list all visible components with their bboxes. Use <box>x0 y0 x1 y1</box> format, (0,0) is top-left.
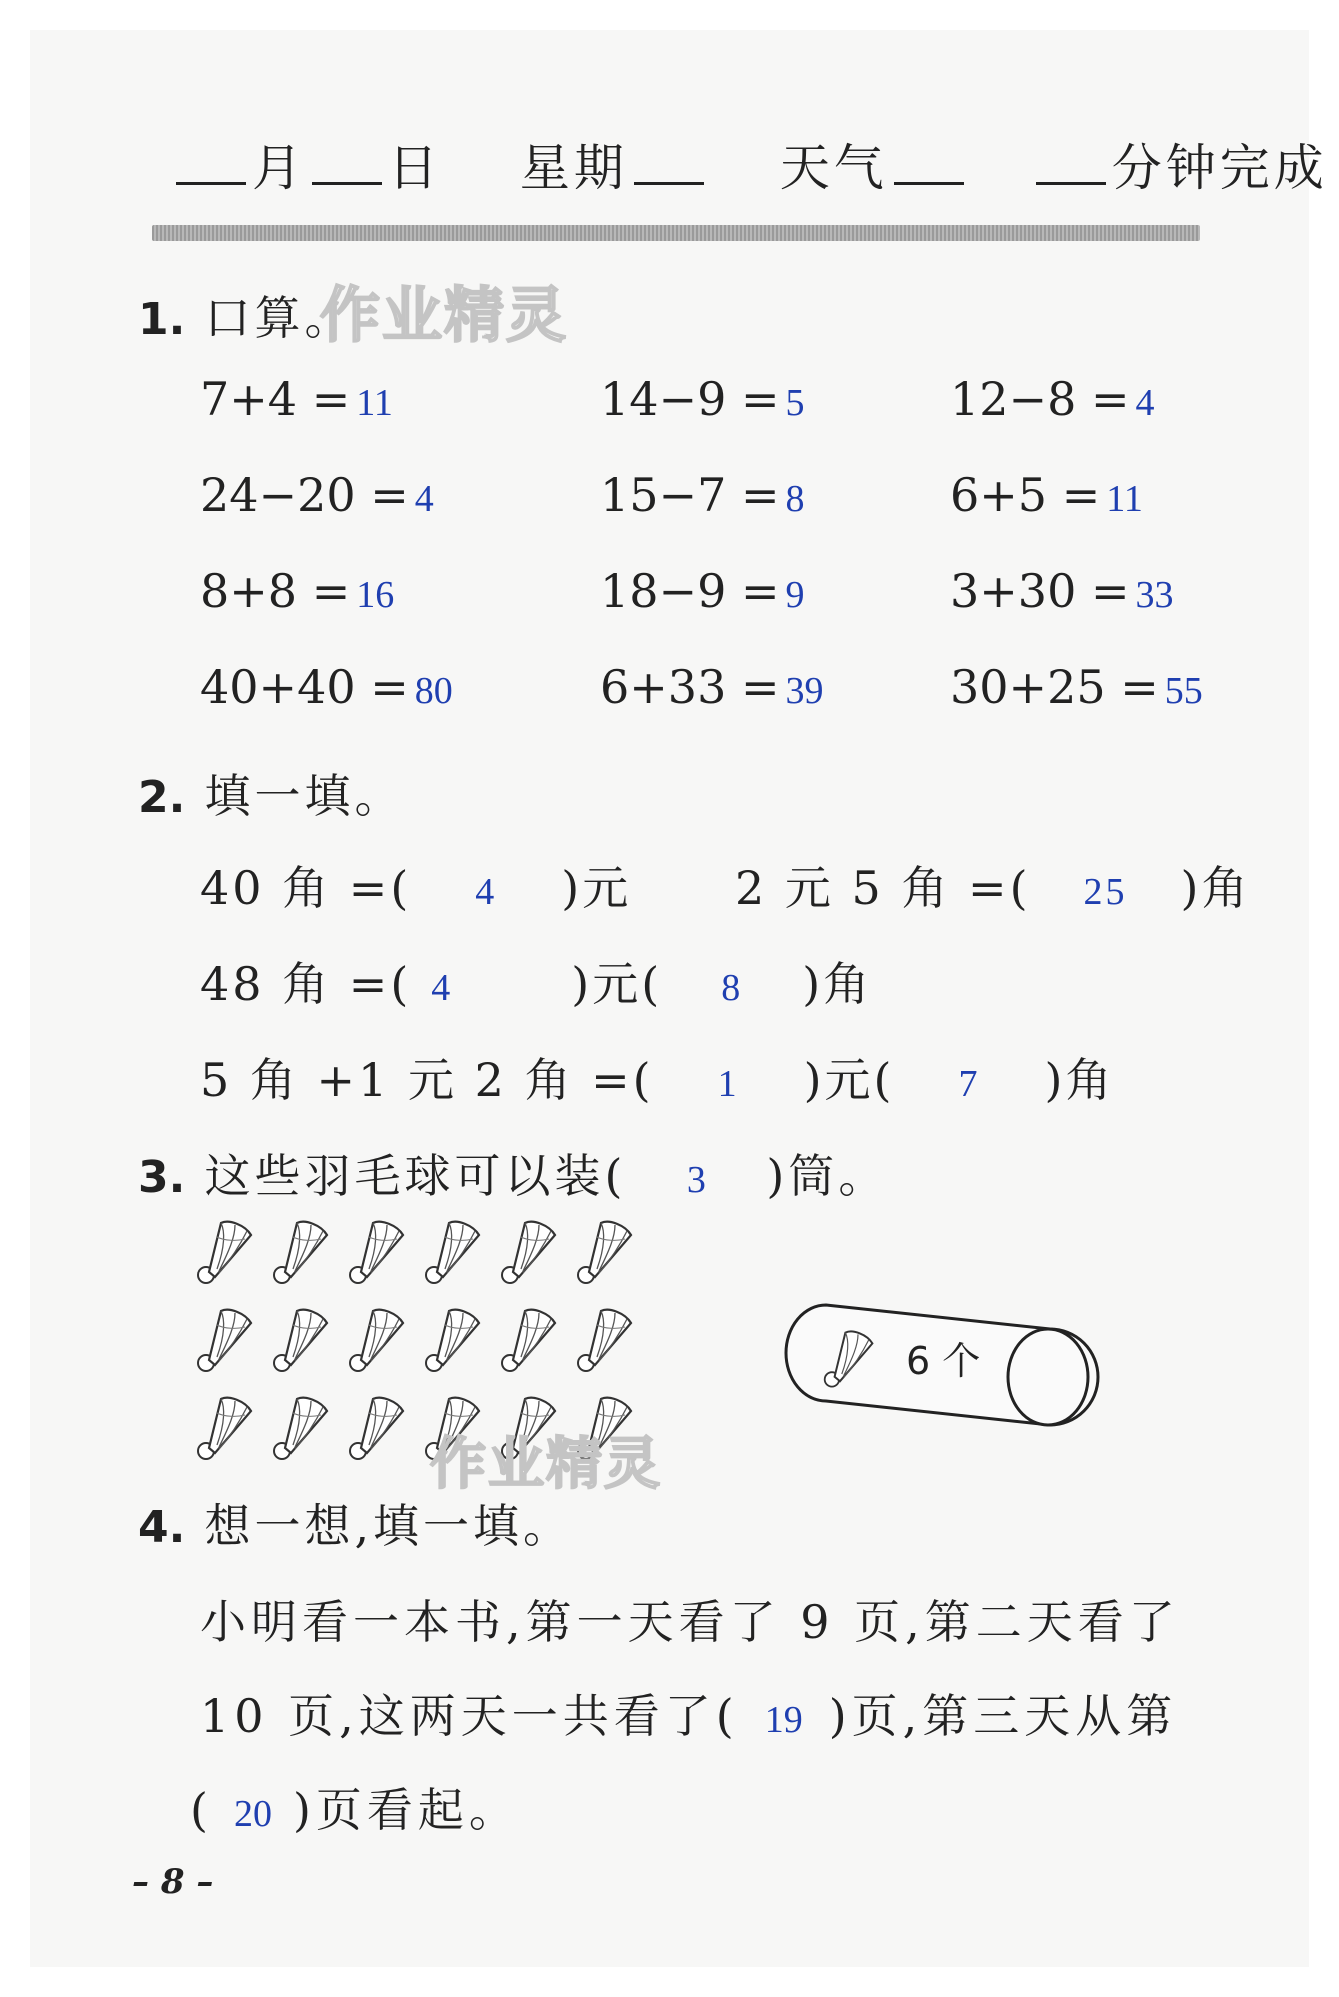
answer: 4 <box>414 478 434 520</box>
q2-number: 2. <box>138 772 186 823</box>
q1-item <box>600 372 805 426</box>
shuttlecock-icon <box>274 1310 327 1371</box>
q1-item <box>950 564 1174 618</box>
shuttlecock-icon <box>350 1222 403 1283</box>
expression: 6+33 = <box>600 660 780 714</box>
shuttlecock-icon <box>426 1222 479 1283</box>
expression: 8+8 = <box>200 564 351 618</box>
answer: 55 <box>1164 670 1203 712</box>
q2-line1b: 2 元 5 角 =( 25 )角 <box>735 861 1251 915</box>
watermark-top: 作业精灵 <box>320 281 568 351</box>
q1-item <box>200 660 453 714</box>
expression: 15−7 = <box>600 468 780 522</box>
answer: 4 <box>475 871 498 913</box>
header-weekday: 星期 <box>519 139 628 197</box>
expression: 18−9 = <box>600 564 780 618</box>
shuttlecock-icon <box>426 1310 479 1371</box>
q1-title: 口算。 <box>204 291 355 345</box>
answer: 7 <box>958 1063 981 1105</box>
q1-item <box>600 564 805 618</box>
shuttlecock-icon <box>502 1310 555 1371</box>
answer: 8 <box>721 967 744 1009</box>
answer: 33 <box>1135 574 1174 616</box>
q3-heading <box>138 1140 888 1206</box>
q4-title: 想一想,填一填。 <box>204 1499 574 1553</box>
q2-title: 填一填。 <box>204 769 405 823</box>
answer: 4 <box>1135 382 1155 424</box>
shuttlecock-icon <box>274 1398 327 1459</box>
answer: 11 <box>356 382 393 424</box>
answer: 16 <box>356 574 395 616</box>
header-month: 月 <box>252 139 306 197</box>
expression: 30+25 = <box>950 660 1159 714</box>
watermark-middle: 作业精灵 <box>430 1432 662 1497</box>
answer: 9 <box>785 574 805 616</box>
q1-number: 1. <box>138 294 186 345</box>
q1-item <box>200 468 434 522</box>
q4-line1: 小明看一本书,第一天看了 9 页,第二天看了 <box>200 1595 1180 1649</box>
q2-heading <box>138 760 404 826</box>
shuttlecock-icon <box>198 1310 251 1371</box>
q1-item <box>200 564 394 618</box>
q2-line2: 48 角 =( 4 )元( 8 )角 <box>200 957 873 1011</box>
header-minutes: 分钟完成 <box>1111 139 1328 197</box>
q1-item <box>950 372 1155 426</box>
answer: 5 <box>785 382 805 424</box>
q2-line3: 5 角 +1 元 2 角 =( 1 )元( 7 )角 <box>200 1053 1115 1107</box>
header-day: 日 <box>388 139 442 197</box>
shuttlecock-icon <box>350 1398 403 1459</box>
header-divider <box>152 225 1200 241</box>
expression: 12−8 = <box>950 372 1130 426</box>
shuttlecock-icon <box>578 1310 631 1371</box>
q2-line1a: 40 角 =( 4 )元 <box>200 861 632 915</box>
expression: 7+4 = <box>200 372 351 426</box>
q1-item <box>950 660 1203 714</box>
expression: 24−20 = <box>200 468 409 522</box>
q1-item <box>950 468 1143 522</box>
answer: 25 <box>1083 871 1128 913</box>
q4-line2: 10 页,这两天一共看了( 19 )页,第三天从第 <box>200 1689 1178 1743</box>
shuttlecock-icon <box>350 1310 403 1371</box>
expression: 6+5 = <box>950 468 1101 522</box>
q1-item <box>600 468 805 522</box>
shuttlecock-icon <box>274 1222 327 1283</box>
header-line <box>170 128 1328 200</box>
q3-number: 3. <box>138 1152 186 1203</box>
answer: 39 <box>785 670 824 712</box>
shuttlecock-icon <box>198 1222 251 1283</box>
q3-text: 这些羽毛球可以装( 3 )筒。 <box>204 1149 889 1203</box>
q1-item <box>600 660 824 714</box>
q4-number: 4. <box>138 1502 186 1553</box>
answer: 19 <box>764 1699 803 1741</box>
expression: 3+30 = <box>950 564 1130 618</box>
answer: 11 <box>1106 478 1143 520</box>
shuttlecock-icon <box>578 1222 631 1283</box>
answer: 4 <box>431 967 454 1009</box>
page-number: – 8 – <box>132 1862 214 1902</box>
shuttlecock-icon <box>502 1222 555 1283</box>
tube-label: 6 个 <box>906 1339 981 1383</box>
header-weather: 天气 <box>779 139 888 197</box>
expression: 40+40 = <box>200 660 409 714</box>
answer: 20 <box>233 1793 272 1835</box>
answer: 1 <box>717 1063 740 1105</box>
expression: 14−9 = <box>600 372 780 426</box>
answer: 80 <box>414 670 453 712</box>
answer: 3 <box>686 1159 706 1201</box>
q4-line3: ( 20 )页看起。 <box>190 1783 520 1837</box>
q4-heading <box>138 1490 573 1556</box>
shuttlecock-icon <box>198 1398 251 1459</box>
q1-item <box>200 372 393 426</box>
answer: 8 <box>785 478 805 520</box>
